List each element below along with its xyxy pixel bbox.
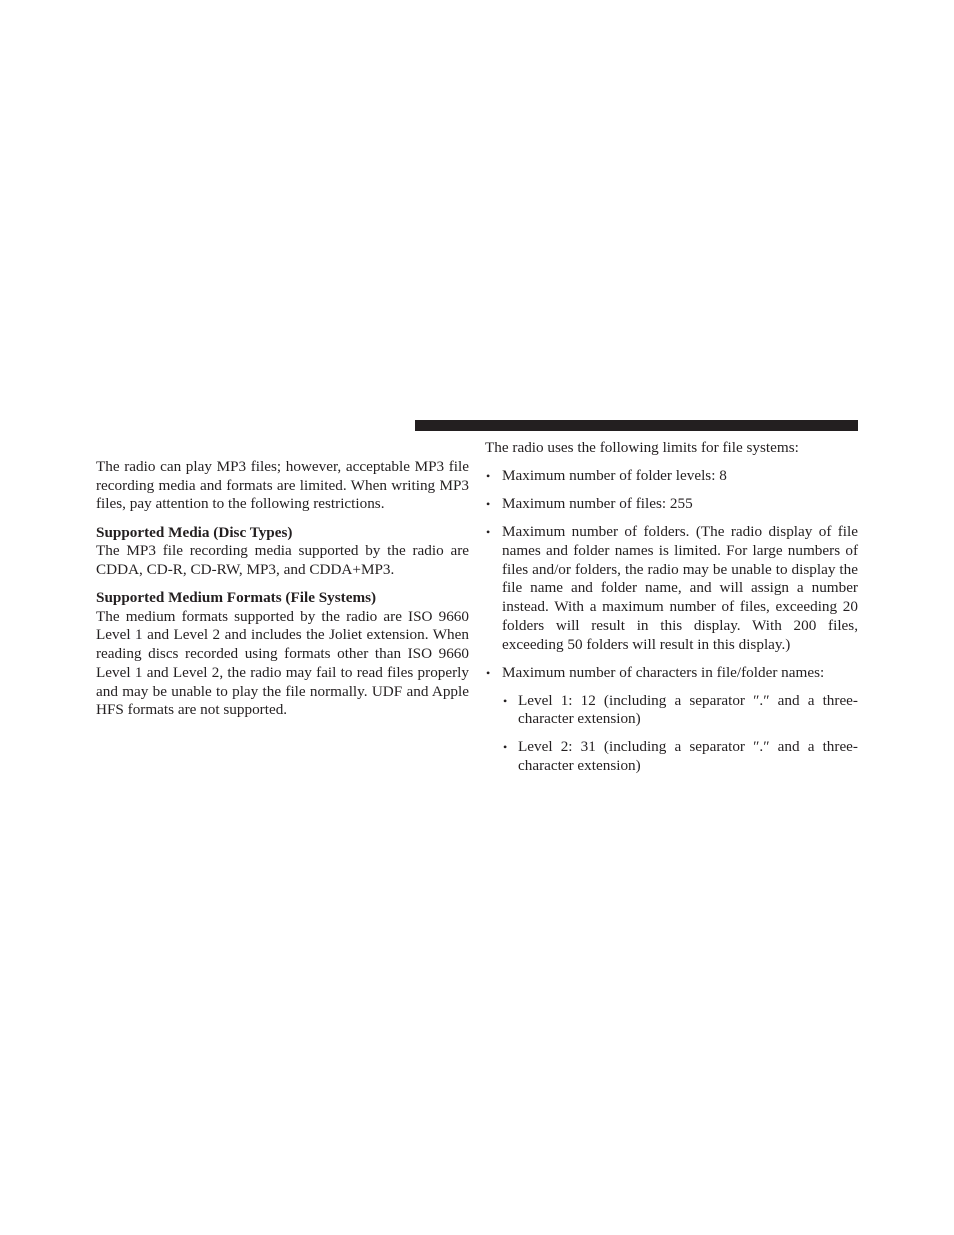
- list-item-text: Maximum number of characters in file/folder names:: [502, 663, 825, 681]
- sub-list-item-text: Level 2: 31 (including a separator ″.″ and a three-character extension): [518, 738, 858, 775]
- supported-media-heading: Supported Media (Disc Types): [96, 523, 293, 541]
- bullet-icon: •: [503, 693, 508, 708]
- bullet-icon: •: [503, 740, 508, 755]
- sub-list-item-text: Level 1: 12 (including a separator ″.″ and a three-character extension): [518, 691, 858, 728]
- section-header-rule: [415, 420, 858, 431]
- supported-formats-paragraph: The medium formats supported by the radio are ISO 9660 Level 1 and Level 2 and includes the Joliet extension. When reading discs recorded using formats other than ISO 9660 Level 1 and Level 2, the radio may fail to read files properly and may be unable to play the file normally. UDF and Apple HFS formats are not supported.: [96, 607, 469, 719]
- bullet-icon: •: [486, 525, 491, 540]
- right-column: [485, 439, 858, 776]
- list-item: [485, 495, 858, 514]
- bullet-icon: •: [486, 497, 491, 512]
- list-item: [485, 664, 858, 776]
- supported-formats-heading: Supported Medium Formats (File Systems): [96, 589, 377, 606]
- intro-paragraph: The radio can play MP3 files; however, acceptable MP3 file recording media and formats are limited. When writing MP3 files, pay attention to the following restrictions.: [96, 458, 469, 513]
- list-item: [485, 467, 858, 486]
- list-item: [485, 523, 858, 654]
- list-item-text: Maximum number of folder levels: 8: [502, 467, 727, 485]
- sub-list-item: [502, 738, 858, 775]
- bullet-icon: •: [486, 665, 491, 680]
- limits-list: [485, 467, 858, 776]
- sub-list-item: [502, 692, 858, 729]
- sub-list: [502, 692, 858, 776]
- list-item-text: Maximum number of folders. (The radio display of file names and folder names is limited. For large numbers of files and/or folders, the radio may be unable to display the file name and folder name, and will assign a number instead. With a maximum number of files, exceeding 20 folders will result in this display. With 200 files, exceeding 50 folders will result in this display.): [502, 523, 858, 653]
- supported-media-paragraph: The MP3 file recording media supported by the radio are CDDA, CD-R, CD-RW, MP3, and CDDA+MP3.: [96, 542, 469, 578]
- bullet-icon: •: [486, 469, 491, 484]
- list-item-text: Maximum number of files: 255: [502, 495, 693, 513]
- limits-intro-paragraph: The radio uses the following limits for file systems:: [485, 439, 799, 456]
- left-column: [96, 458, 469, 720]
